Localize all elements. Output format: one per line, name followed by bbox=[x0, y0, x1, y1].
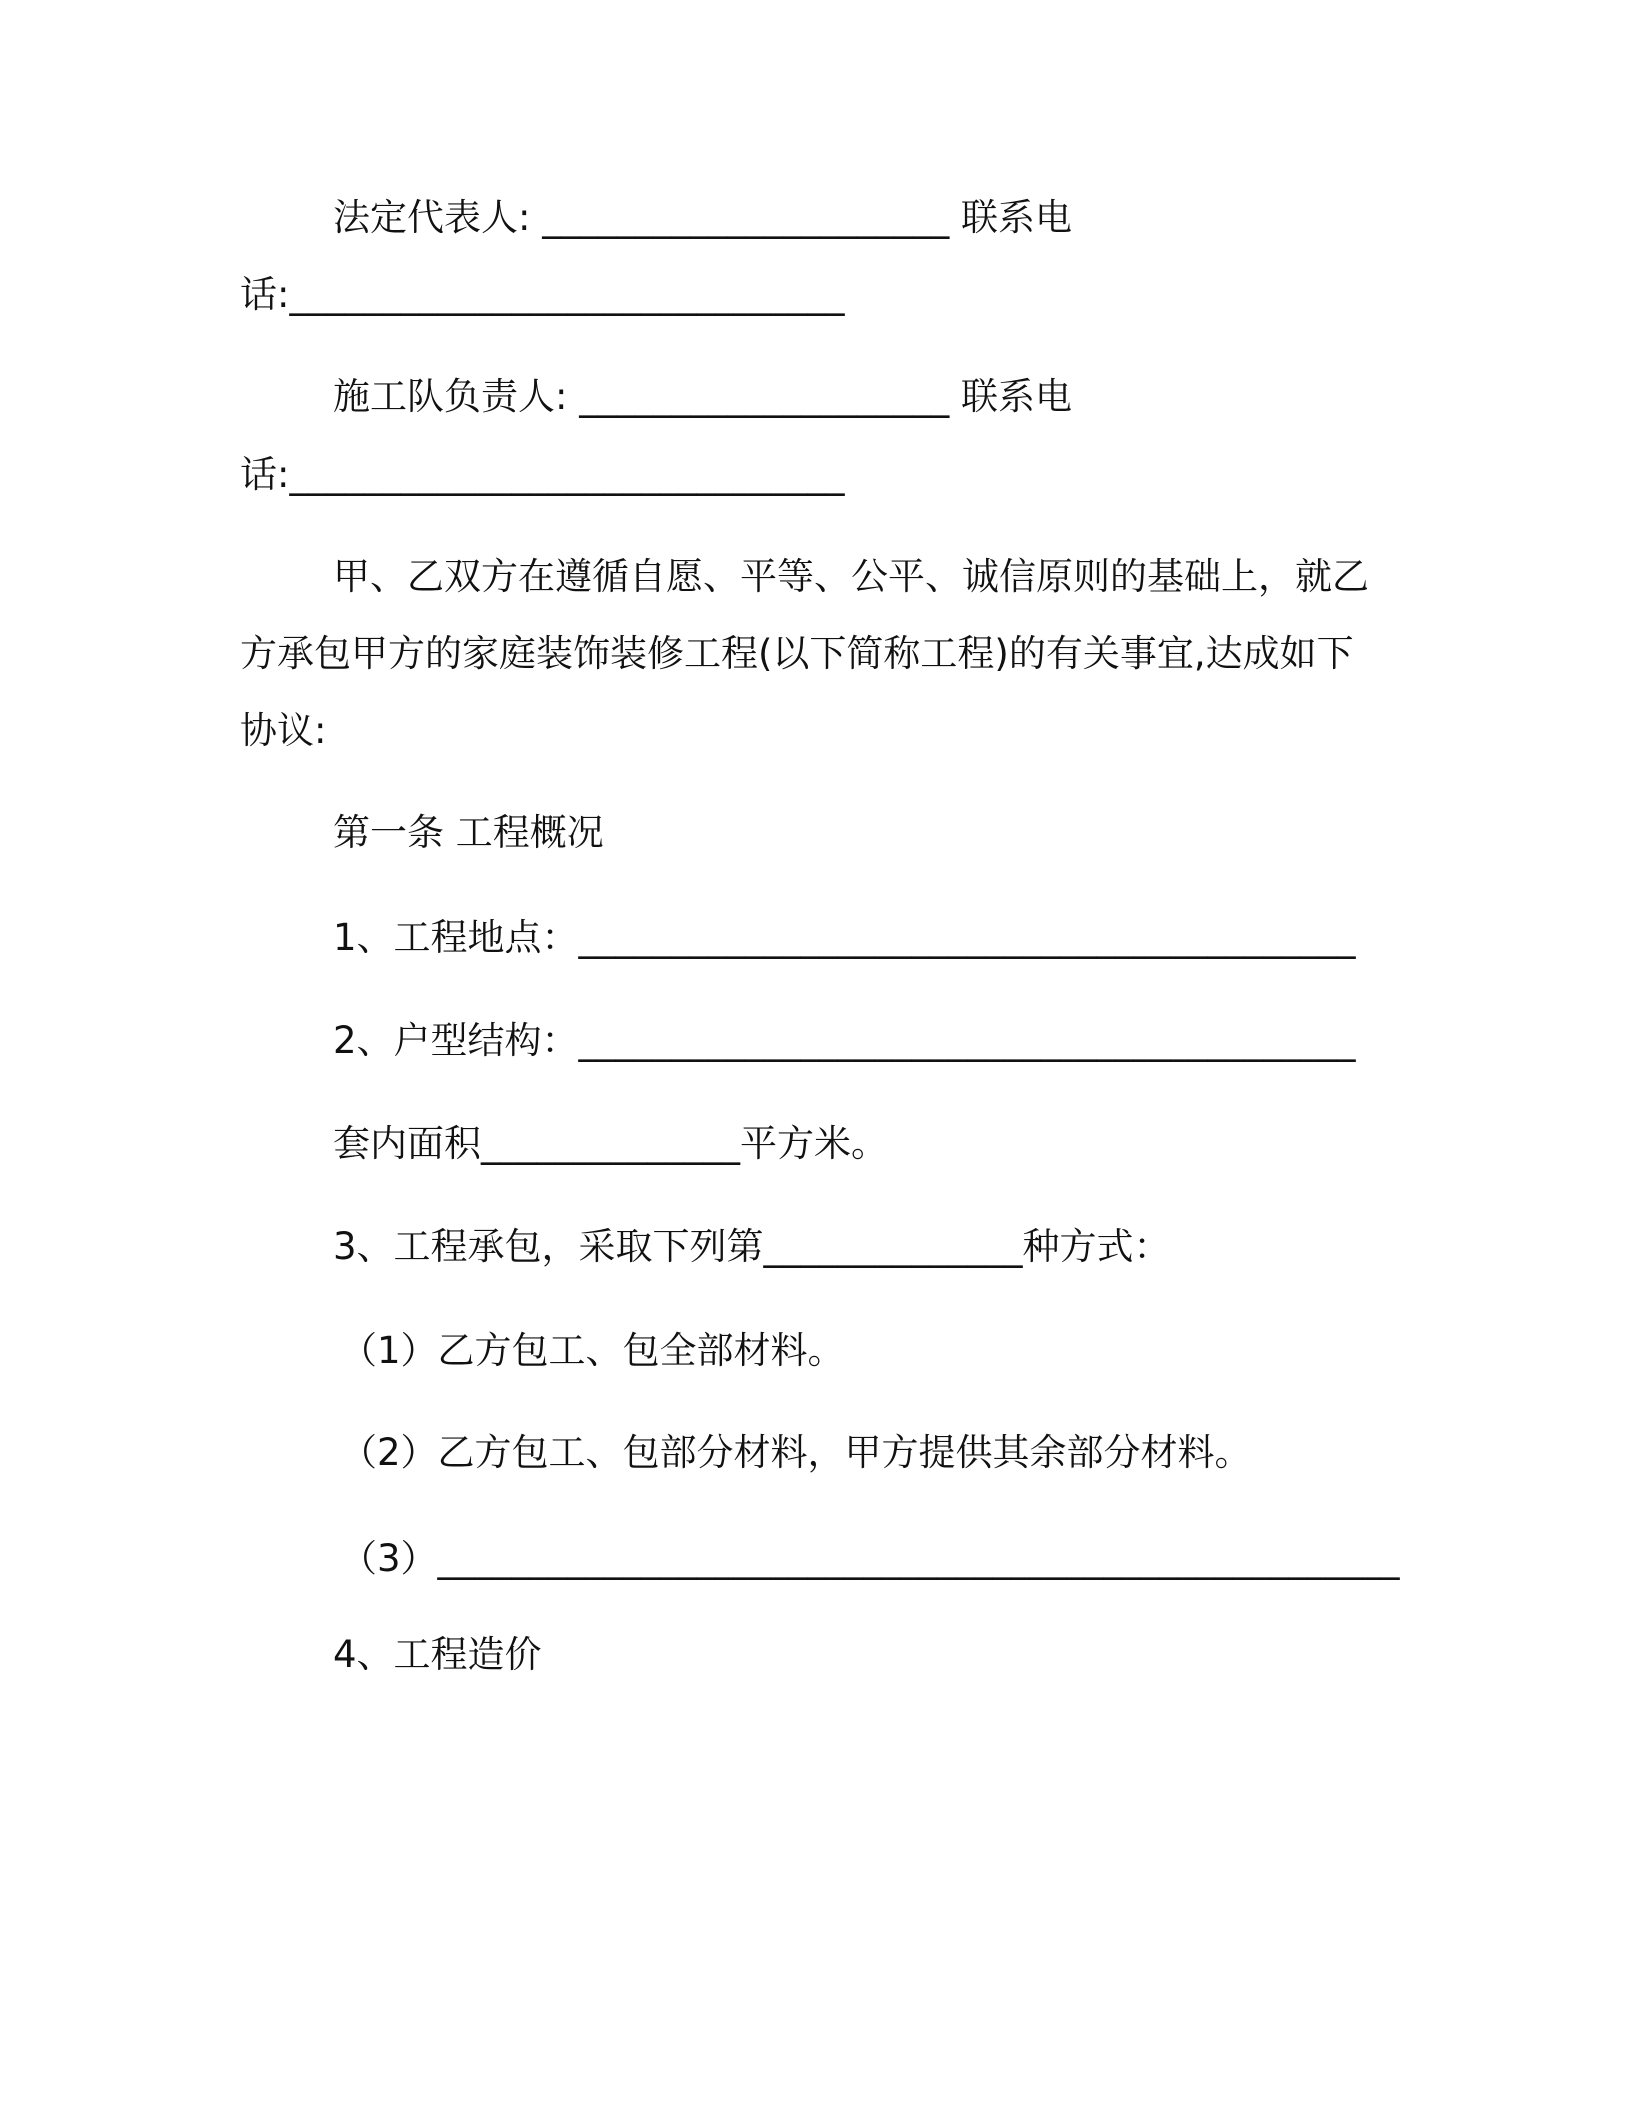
project-location-line: 1、工程地点：__________________________________________ bbox=[333, 916, 1356, 959]
unit-structure-line: 2、户型结构：__________________________________________ bbox=[333, 1019, 1356, 1062]
project-cost-heading: 4、工程造价 bbox=[333, 1633, 542, 1676]
team-leader-line: 施工队负责人: ____________________ 联系电 bbox=[333, 375, 1072, 418]
option-3-line: （3）____________________________________________________ bbox=[340, 1537, 1400, 1580]
agreement-intro-line-3: 协议: bbox=[240, 709, 327, 752]
floor-area-line: 套内面积______________平方米。 bbox=[333, 1122, 888, 1165]
article-one-heading: 第一条 工程概况 bbox=[333, 811, 604, 854]
legal-rep-line: 法定代表人: ______________________ 联系电 bbox=[333, 196, 1072, 239]
option-2-line: （2）乙方包工、包部分材料，甲方提供其余部分材料。 bbox=[340, 1431, 1252, 1474]
agreement-intro-line-2: 方承包甲方的家庭装饰装修工程(以下简称工程)的有关事宜,达成如下 bbox=[240, 632, 1354, 675]
option-1-line: （1）乙方包工、包全部材料。 bbox=[340, 1329, 845, 1372]
agreement-intro-line-1: 甲、乙双方在遵循自愿、平等、公平、诚信原则的基础上，就乙 bbox=[333, 555, 1369, 598]
team-leader-phone-line: 话:______________________________ bbox=[240, 453, 845, 496]
contract-method-line: 3、工程承包，采取下列第______________种方式： bbox=[333, 1225, 1171, 1268]
legal-rep-phone-line: 话:______________________________ bbox=[240, 273, 845, 316]
